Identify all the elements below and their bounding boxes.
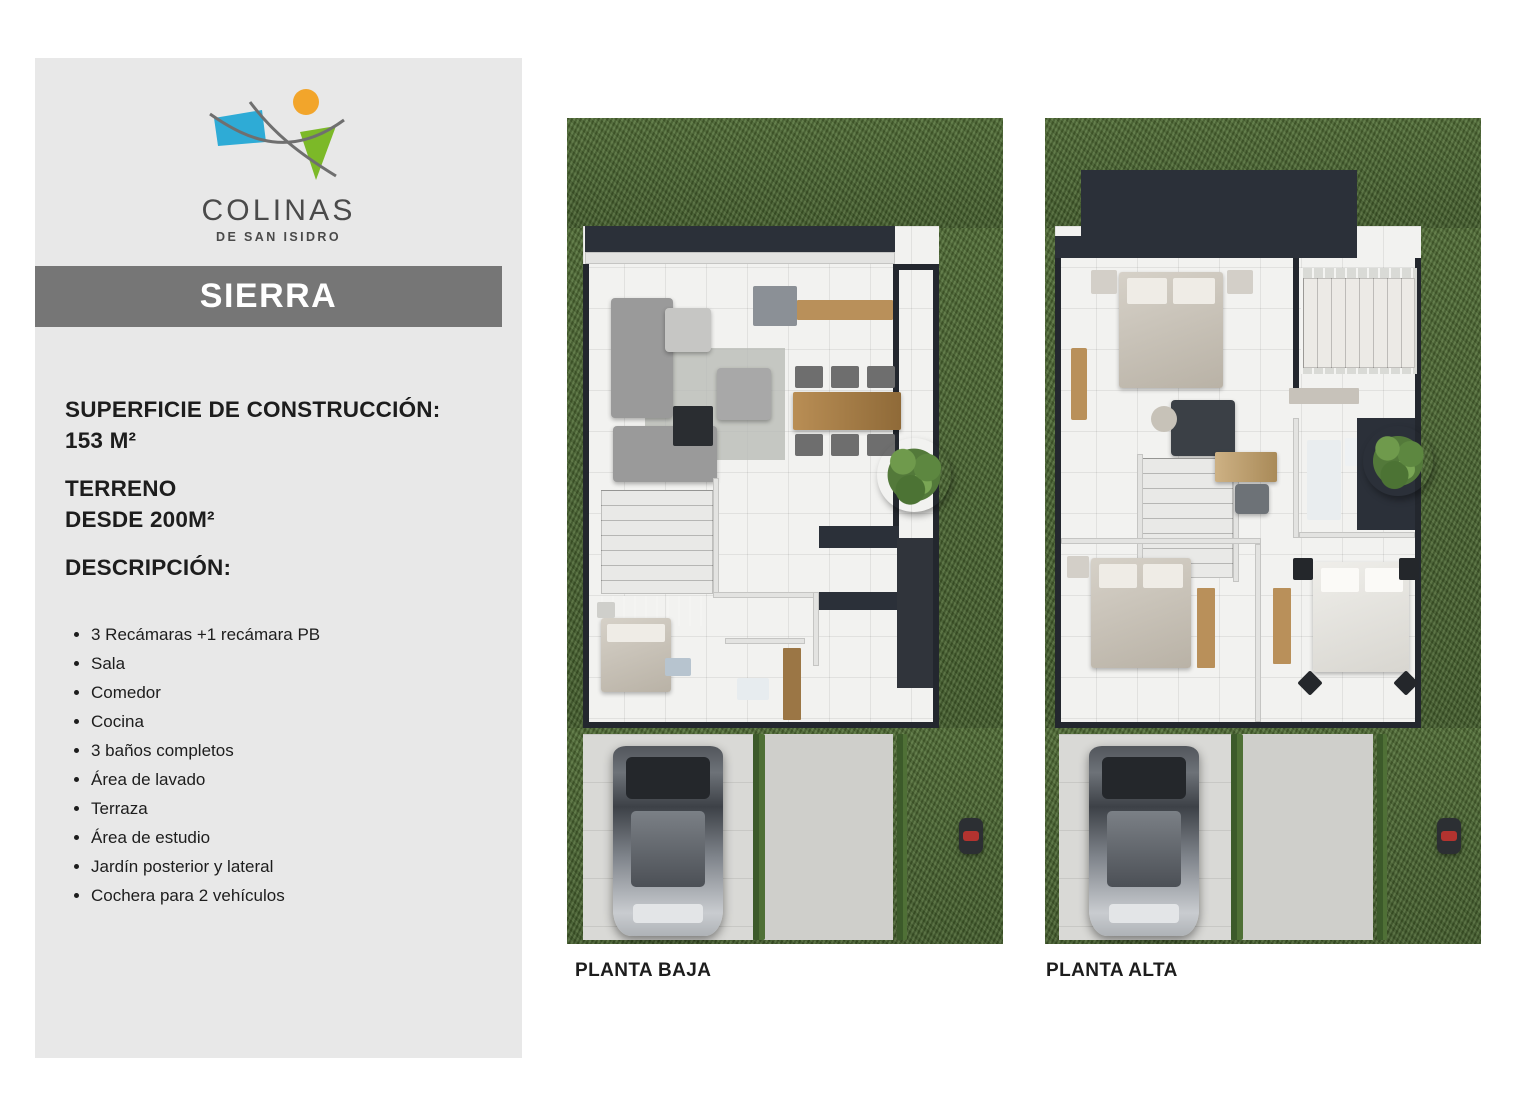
colinas-hills-logo-icon [204, 80, 354, 190]
closet-bedroom2 [1197, 588, 1215, 668]
closet-bedroom3 [1273, 588, 1291, 664]
hedge-row [1377, 734, 1387, 940]
motorcycle [959, 818, 983, 854]
car-roof [1107, 811, 1182, 887]
staircase [601, 490, 713, 594]
dining-chair [795, 366, 823, 388]
list-item: Jardín posterior y lateral [91, 852, 511, 881]
terrace-edge [585, 252, 895, 264]
nightstand [597, 602, 615, 618]
list-item: 3 Recámaras +1 recámara PB [91, 620, 511, 649]
construction-spec [65, 394, 440, 456]
list-item: Sala [91, 649, 511, 678]
coffee-table [673, 406, 713, 446]
hedge-row [753, 734, 765, 940]
list-item: Cochera para 2 vehículos [91, 881, 511, 910]
bed-pillow [1143, 564, 1183, 588]
side-garden-grass-right [1421, 228, 1481, 728]
roof-slab-rear [1081, 170, 1357, 236]
roof-louvers [1303, 278, 1415, 368]
front-walkway [1241, 734, 1373, 940]
list-item: Área de estudio [91, 823, 511, 852]
exterior-wall-left [1055, 258, 1061, 728]
description-heading [65, 552, 231, 583]
land-value: DESDE 200M² [65, 507, 215, 532]
kitchen-counter [797, 300, 893, 320]
side-garden-grass-left [1045, 228, 1055, 728]
feature-list [65, 620, 511, 910]
bed-pillow [1099, 564, 1137, 588]
tree-planter [1363, 426, 1433, 496]
side-seat [665, 308, 711, 352]
closet-run [1289, 388, 1359, 404]
dining-chair [831, 434, 859, 456]
tree-planter [877, 438, 951, 512]
car-parked [1089, 746, 1199, 936]
patio-beam [819, 526, 899, 548]
car-parked [613, 746, 723, 936]
dining-chair [831, 366, 859, 388]
list-item: 3 baños completos [91, 736, 511, 765]
bathroom-wall [725, 638, 805, 644]
bed-pillow [607, 624, 665, 642]
rear-garden-grass [567, 118, 1003, 228]
nightstand [1293, 558, 1313, 580]
list-item: Área de lavado [91, 765, 511, 794]
plan-caption-upper: PLANTA ALTA [1046, 960, 1178, 981]
dining-chair [867, 366, 895, 388]
bathroom-fixture [737, 678, 769, 700]
bed-pillow [1127, 278, 1167, 304]
interior-wall-hall-2 [713, 592, 819, 598]
study-chair [1235, 484, 1269, 514]
interior-wall-hall [713, 478, 719, 598]
plan-caption-ground: PLANTA BAJA [575, 960, 712, 981]
nightstand [1091, 270, 1117, 294]
nightstand [1227, 270, 1253, 294]
nightstand [1067, 556, 1089, 578]
bed-pillow [1321, 568, 1359, 592]
hedge-row [897, 734, 907, 940]
brand-logo [35, 80, 522, 244]
patio-beam-2 [819, 592, 899, 610]
dresser [1071, 348, 1087, 420]
roof-beam [1055, 236, 1357, 258]
bed-pillow [1173, 278, 1215, 304]
nightstand [1399, 558, 1419, 580]
ground-floor-plan-render [567, 118, 1003, 944]
dining-chair [795, 434, 823, 456]
bedroom2-wall [1061, 538, 1261, 544]
motorcycle [1437, 818, 1461, 854]
terrace-beam [585, 226, 895, 252]
list-item: Cocina [91, 707, 511, 736]
car-roof [631, 811, 706, 887]
shower-tray [1307, 440, 1341, 520]
study-desk [1215, 452, 1277, 482]
bedroom2-wall-side [1255, 544, 1261, 722]
planter-box [897, 538, 933, 688]
info-sidebar [35, 58, 522, 1058]
kitchen-appliance [753, 286, 797, 326]
brand-name: COLINAS [201, 194, 356, 227]
model-title-band [35, 266, 502, 327]
bed-throw [665, 658, 691, 676]
front-walkway [763, 734, 893, 940]
land-spec [65, 473, 215, 535]
interior-wall-master [1293, 258, 1299, 388]
upper-floor-plan-render [1045, 118, 1481, 944]
armchair [717, 368, 771, 420]
bath-wall-2 [1299, 532, 1415, 538]
side-garden-grass-left [567, 228, 583, 728]
bed-pillow [1365, 568, 1403, 592]
construction-value: 153 M² [65, 428, 137, 453]
armchair-master [1171, 400, 1235, 456]
construction-label: SUPERFICIE DE CONSTRUCCIÓN: [65, 397, 441, 422]
land-label: TERRENO [65, 476, 177, 501]
page-title: SIERRA [199, 277, 338, 315]
bathroom-cabinet [783, 648, 801, 720]
side-table [1151, 406, 1177, 432]
dining-table [793, 392, 901, 430]
bath-wall [1293, 418, 1299, 538]
sofa-main [611, 298, 673, 418]
list-item: Terraza [91, 794, 511, 823]
hedge-row [1231, 734, 1243, 940]
list-item: Comedor [91, 678, 511, 707]
exterior-wall-left [583, 264, 589, 728]
description-label: DESCRIPCIÓN: [65, 555, 232, 580]
brand-subtitle: DE SAN ISIDRO [216, 230, 341, 244]
